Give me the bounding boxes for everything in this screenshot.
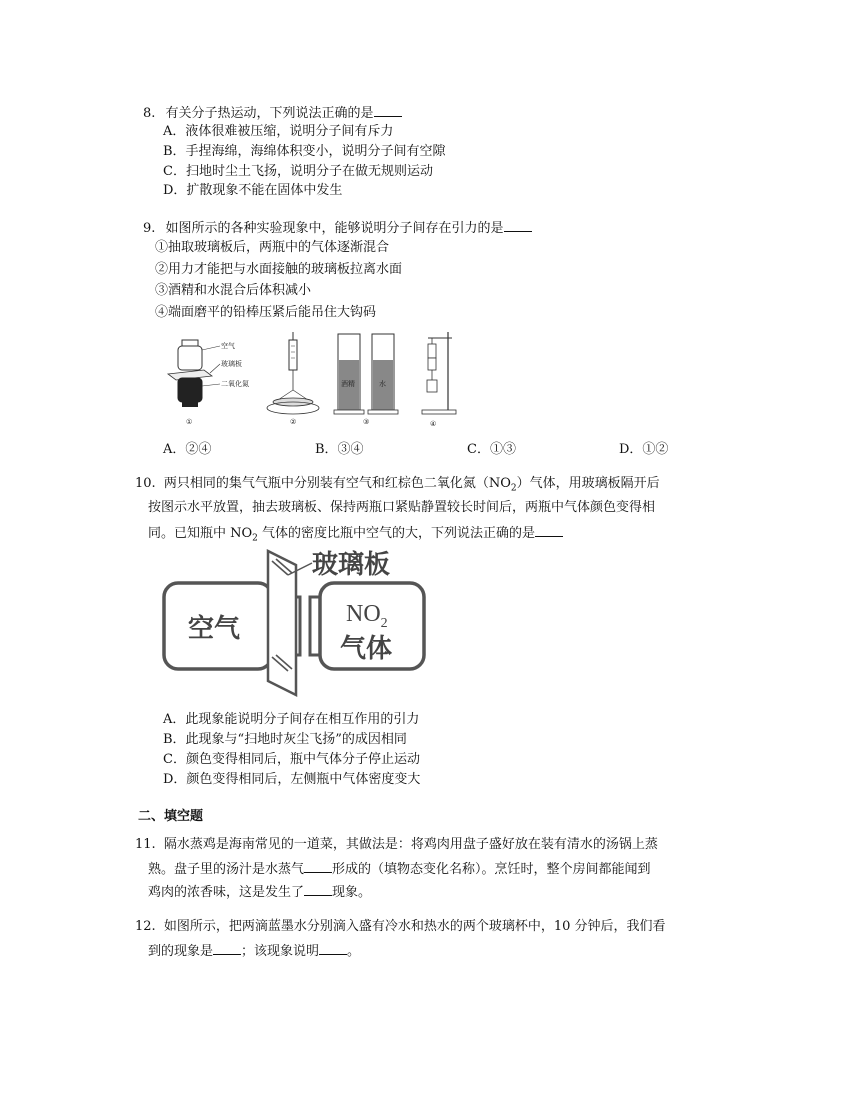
question-stem: 如图所示的各种实验现象中，能够说明分子间存在引力的是 (165, 221, 504, 236)
no2-label: $NO_2$ (346, 601, 388, 631)
question-number: 12. (135, 919, 156, 934)
question-stem-line-2: 按图示水平放置，抽去玻璃板、保持两瓶口紧贴静置较长时间后，两瓶中气体颜色变得相 (148, 500, 656, 515)
question-number: 8. (143, 106, 156, 121)
answer-blank[interactable] (504, 217, 532, 232)
label-no2: 二氧化氮 (221, 380, 249, 388)
option-b[interactable]: B．此现象与“扫地时灰尘飞扬”的成因相同 (163, 732, 407, 747)
answer-blank-1[interactable] (304, 858, 332, 873)
question-stem: 有关分子热运动，下列说法正确的是 (165, 106, 374, 121)
option-a[interactable]: A．此现象能说明分子间存在相互作用的引力 (163, 712, 420, 727)
question-line-2: 到的现象是 ；该现象说明 。 (148, 940, 360, 962)
option-d[interactable]: D．颜色变得相同后，左侧瓶中气体密度变大 (163, 772, 421, 787)
lead-bar-stand (422, 332, 456, 428)
caption-2: ② (290, 418, 297, 426)
question-number: 11. (135, 837, 156, 852)
statement-3: ③酒精和水混合后体积减小 (155, 283, 312, 298)
gas-bottles-figure (160, 545, 440, 700)
answer-blank-2[interactable] (319, 940, 347, 955)
air-label: 空气 (188, 614, 241, 644)
option-a[interactable]: A．②④ (163, 442, 212, 457)
statement-4: ④端面磨平的铅棒压紧后能吊住大钩码 (155, 305, 377, 320)
option-c[interactable]: C．颜色变得相同后，瓶中气体分子停止运动 (163, 752, 420, 767)
option-b[interactable]: B．③④ (315, 442, 364, 457)
question-number: 10. (135, 476, 156, 491)
option-c[interactable]: C．扫地时尘土飞扬，说明分子在做无规则运动 (163, 164, 433, 179)
answer-blank[interactable] (374, 102, 402, 117)
answer-blank-1[interactable] (213, 940, 241, 955)
option-c[interactable]: C．①③ (467, 442, 516, 457)
option-a[interactable]: A．液体很难被压缩，说明分子间有斥力 (163, 124, 394, 139)
gas-diffusion-bottles (168, 340, 249, 426)
glass-plate-label: 玻璃板 (312, 550, 391, 580)
question-line-3: 鸡肉的浓香味，这是发生了 现象。 (148, 881, 371, 903)
label-alcohol: 酒精 (341, 380, 355, 388)
spring-scale-plate (267, 332, 319, 426)
section-title: 二、填空题 (138, 809, 204, 824)
answer-blank-2[interactable] (304, 881, 332, 896)
answer-blank[interactable] (535, 522, 563, 537)
question-number: 9. (143, 221, 156, 236)
label-air: 空气 (221, 342, 235, 350)
experiment-figure (160, 330, 460, 430)
option-b[interactable]: B．手捏海绵，海绵体积变小，说明分子间有空隙 (163, 144, 446, 159)
question-line-2: 熟。盘子里的汤汁是水蒸气 形成的（填物态变化名称）。烹饪时，整个房间都能闻到 (148, 858, 651, 880)
alcohol-water-cylinders (334, 334, 398, 426)
caption-3: ③ (363, 418, 370, 426)
label-glass-plate: 玻璃板 (221, 360, 242, 368)
caption-4: ④ (430, 420, 437, 428)
option-d[interactable]: D．①② (619, 442, 669, 457)
statement-2: ②用力才能把与水面接触的玻璃板拉离水面 (155, 262, 403, 277)
caption-1: ① (186, 418, 193, 426)
label-water: 水 (379, 380, 386, 388)
question-stem-line-1: 两只相同的集气气瓶中分别装有空气和红棕色二氧化氮$(NO_2)$气体，用玻璃板隔开后 (163, 476, 660, 494)
question-stem-line-3: 同。已知瓶中 $NO_2$ 气体的密度比瓶中空气的大，下列说法正确的是 (148, 522, 563, 549)
statement-1: ①抽取玻璃板后，两瓶中的气体逐渐混合 (155, 240, 390, 255)
gas-label: 气体 (340, 634, 393, 664)
option-d[interactable]: D．扩散现象不能在固体中发生 (163, 183, 343, 198)
